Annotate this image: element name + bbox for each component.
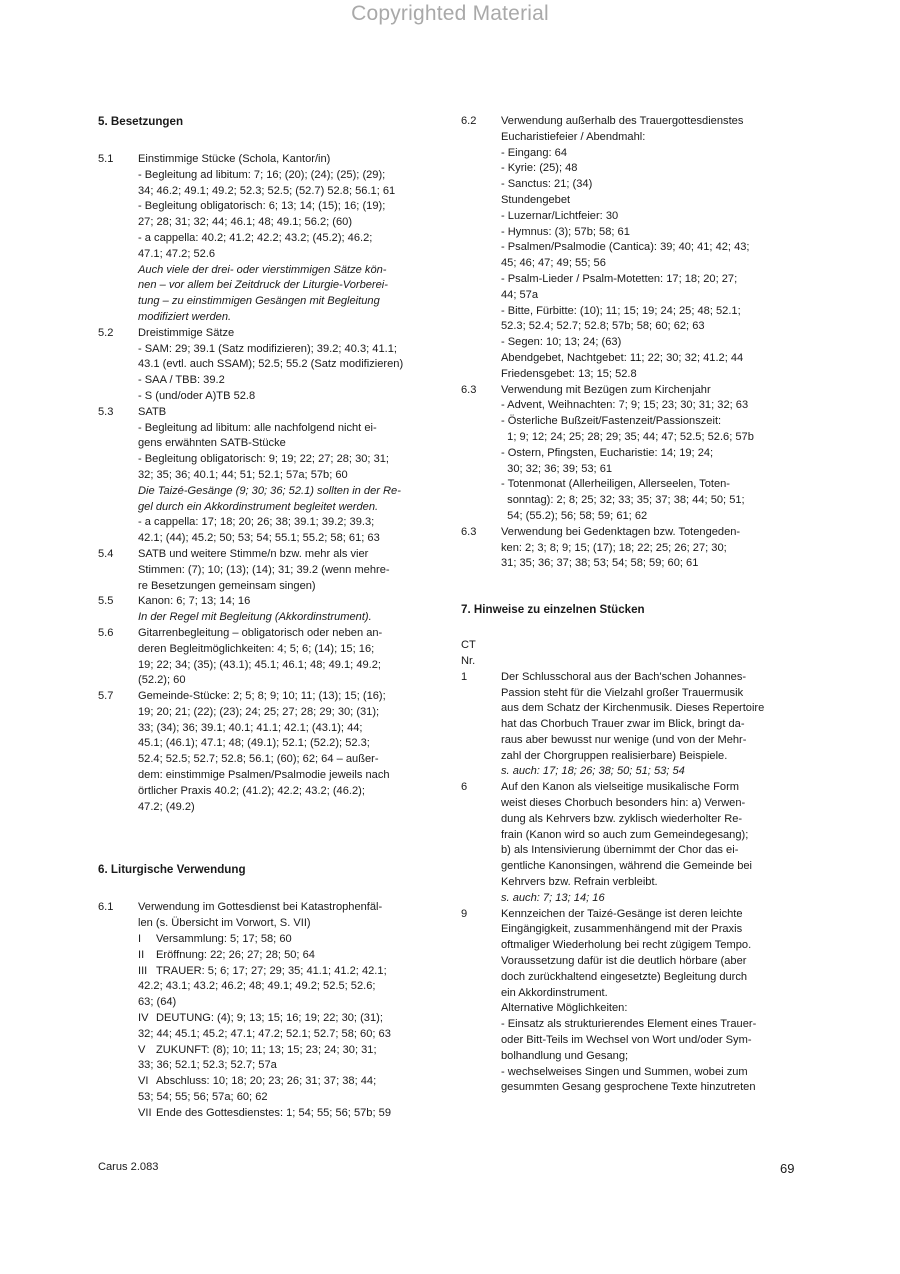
entry-5-3 — [98, 405, 441, 547]
italic-line: modifiziert werden. — [138, 310, 232, 323]
text-line: 63; (64) — [138, 996, 177, 1009]
entry-number: 5.3 — [98, 405, 114, 418]
entry-number: 5.6 — [98, 626, 114, 639]
entry-number: 5.4 — [98, 547, 114, 560]
liturgy-part — [138, 1106, 441, 1122]
text-line: - wechselweises Singen und Summen, wobei zum — [501, 1065, 748, 1078]
text-line: 31; 35; 36; 37; 38; 53; 54; 58; 59; 60; 61 — [501, 557, 699, 570]
text-line: Abschluss: 10; 18; 20; 23; 26; 31; 37; 38; 44; — [156, 1075, 377, 1088]
text-line: dem: einstimmige Psalmen/Psalmodie jeweils nach — [138, 769, 390, 782]
entry-number: 6.3 — [461, 525, 477, 538]
right-column — [461, 114, 802, 1096]
text-line: weist dieses Chorbuch besonders hin: a) Verwen- — [501, 797, 746, 810]
text-line: (52.2); 60 — [138, 674, 186, 687]
text-line: - Begleitung obligatorisch: 9; 19; 22; 27; 28; 30; 31; — [138, 453, 390, 466]
text-line: doch zurückhaltend eingesetzte) Begleitung durch — [501, 970, 748, 983]
text-line: 42.2; 43.1; 43.2; 46.2; 48; 49.1; 49.2; 52.5; 52.6; — [138, 980, 376, 993]
text-line: zahl der Chorgruppen realisierbare) Beispiele. — [501, 749, 728, 762]
text-line: Versammlung: 5; 17; 58; 60 — [156, 933, 292, 946]
text-line: - Bitte, Fürbitte: (10); 11; 15; 19; 24; 25; 48; 52.1; — [501, 304, 741, 317]
text-line: Dreistimmige Sätze — [138, 326, 235, 339]
note-9 — [461, 907, 802, 1097]
text-line: 52.3; 52.4; 52.7; 52.8; 57b; 58; 60; 62; 63 — [501, 320, 705, 333]
text-line: - Segen: 10; 13; 24; (63) — [501, 336, 622, 349]
text-line: - Begleitung ad libitum: alle nachfolgend nicht ei- — [138, 421, 377, 434]
watermark: Copyrighted Material — [351, 2, 549, 25]
italic-line: s. auch: 7; 13; 14; 16 — [501, 891, 605, 904]
section-heading-6: 6. Liturgische Verwendung — [98, 863, 246, 877]
entry-number: 6.1 — [98, 901, 114, 914]
text-line: Passion steht für die Vielzahl großer Trauermusik — [501, 686, 744, 699]
text-line: - Österliche Bußzeit/Fastenzeit/Passionszeit: — [501, 415, 722, 428]
text-line: 19; 22; 34; (35); (43.1); 45.1; 46.1; 48; 49.1; 49.2; — [138, 658, 381, 671]
text-line: - a cappella: 17; 18; 20; 26; 38; 39.1; 39.2; 39.3; — [138, 516, 375, 529]
text-line: - a cappella: 40.2; 41.2; 42.2; 43.2; (45.2); 46.2; — [138, 231, 373, 244]
text-line: Verwendung mit Bezügen zum Kirchenjahr — [501, 383, 711, 396]
text-line: 54; (55.2); 56; 58; 59; 61; 62 — [501, 509, 648, 522]
text-line: hat das Chorbuch Trauer zwar im Blick, bringt da- — [501, 718, 745, 731]
text-line: Abendgebet, Nachtgebet: 11; 22; 30; 32; 41.2; 44 — [501, 351, 744, 364]
entry-5-4 — [98, 547, 441, 594]
entry-number: 5.1 — [98, 153, 114, 165]
text-line: ken: 2; 3; 8; 9; 15; (17); 18; 22; 25; 26; 27; 30; — [501, 541, 727, 554]
liturgy-part — [138, 932, 441, 948]
text-line: Auf den Kanon als vielseitige musikalische Form — [501, 781, 740, 794]
roman-numeral: I — [138, 933, 142, 946]
text-line: SATB und weitere Stimme/n bzw. mehr als vier — [138, 547, 369, 560]
text-line: re Besetzungen gemeinsam singen) — [138, 579, 316, 592]
text-line: DEUTUNG: (4); 9; 13; 15; 16; 19; 22; 30; (31); — [156, 1012, 383, 1025]
text-line: - Advent, Weihnachten: 7; 9; 15; 23; 30; 31; 32; 63 — [501, 399, 749, 412]
text-line: - Kyrie: (25); 48 — [501, 162, 578, 175]
note-number: 9 — [461, 907, 468, 920]
note-number: 6 — [461, 781, 468, 794]
page-number: 69 — [780, 1161, 795, 1176]
text-line: aus dem Schatz der Kirchenmusik. Dieses Repertoire — [501, 702, 765, 715]
text-line: - Einsatz als strukturierendes Element eines Trauer- — [501, 1018, 757, 1031]
italic-line: gel durch ein Akkordinstrument begleitet werden. — [138, 500, 379, 513]
text-line: 33; (34); 36; 39.1; 40.1; 41.1; 42.1; (43.1); 44; — [138, 721, 363, 734]
text-line: - SAM: 29; 39.1 (Satz modifizieren); 39.2; 40.3; 41.1; — [138, 342, 397, 355]
text-line: ZUKUNFT: (8); 10; 11; 13; 15; 23; 24; 30; 31; — [156, 1043, 377, 1056]
text-line: 42.1; (44); 45.2; 50; 53; 54; 55.1; 55.2; 58; 61; 63 — [138, 532, 380, 545]
text-line: Kehrvers bzw. Refrain verbleibt. — [501, 876, 658, 889]
text-line: oder Bitt-Teils im Wechsel von Wort und/oder Sym- — [501, 1034, 752, 1047]
entry-5-2 — [98, 326, 441, 405]
column-label-ct: CT — [461, 639, 476, 652]
italic-line: In der Regel mit Begleitung (Akkordinstrument). — [138, 611, 372, 624]
entry-number: 6.3 — [461, 383, 477, 396]
text-line: - Psalmen/Psalmodie (Cantica): 39; 40; 41; 42; 43; — [501, 241, 750, 254]
text-line: 32; 35; 36; 40.1; 44; 51; 52.1; 57a; 57b; 60 — [138, 468, 348, 481]
entry-5-5 — [98, 594, 441, 626]
text-line: 19; 20; 21; (22); (23); 24; 25; 27; 28; 29; 30; (31); — [138, 705, 380, 718]
text-line: - S (und/oder A)TB 52.8 — [138, 389, 256, 402]
left-column — [98, 114, 441, 1122]
text-line: Eucharistiefeier / Abendmahl: — [501, 130, 646, 143]
text-line: Kanon: 6; 7; 13; 14; 16 — [138, 595, 251, 608]
text-line: 43.1 (evtl. auch SSAM); 52.5; 55.2 (Satz modifizieren) — [138, 358, 404, 371]
text-line: - Begleitung ad libitum: 7; 16; (20); (24); (25); (29); — [138, 168, 386, 181]
text-line: 34; 46.2; 49.1; 49.2; 52.3; 52.5; (52.7) 52.8; 56.1; 61 — [138, 184, 396, 197]
text-line: Gitarrenbegleitung – obligatorisch oder neben an- — [138, 626, 383, 639]
text-line: - Totenmonat (Allerheiligen, Allerseelen, Toten- — [501, 478, 730, 491]
section-heading-7: 7. Hinweise zu einzelnen Stücken — [461, 603, 645, 617]
entry-5-7 — [98, 689, 441, 815]
text-line: - Eingang: 64 — [501, 146, 567, 159]
note-number: 1 — [461, 670, 468, 683]
text-line: Eröffnung: 22; 26; 27; 28; 50; 64 — [156, 948, 315, 961]
text-line: gesummten Gesang gesprochene Texte hinzutreten — [501, 1081, 756, 1094]
entry-5-6 — [98, 626, 441, 689]
italic-line: nen – vor allem bei Zeitdruck der Liturgie-Vorberei- — [138, 279, 388, 292]
text-line: 47.1; 47.2; 52.6 — [138, 247, 216, 260]
roman-numeral: V — [138, 1043, 146, 1056]
text-line: raus aber bewusst nur wenige (und von der Mehr- — [501, 733, 747, 746]
text-line: - Ostern, Pfingsten, Eucharistie: 14; 19; 24; — [501, 446, 714, 459]
text-line: örtlicher Praxis 40.2; (41.2); 42.2; 43.2; (46.2); — [138, 784, 365, 797]
entry-number: 5.2 — [98, 326, 114, 339]
liturgy-part — [138, 1074, 441, 1090]
text-line: 33; 36; 52.1; 52.3; 52.7; 57a — [138, 1059, 277, 1072]
text-line: 52.4; 52.5; 52.7; 52.8; 56.1; (60); 62; 64 – außer- — [138, 753, 379, 766]
text-line: Eingängigkeit, zusammenhängend mit der Praxis — [501, 923, 743, 936]
text-line: Alternative Möglichkeiten: — [501, 1002, 628, 1015]
entry-6-1 — [98, 900, 441, 1121]
italic-line: s. auch: 17; 18; 26; 38; 50; 51; 53; 54 — [501, 765, 685, 778]
entry-6-2 — [461, 114, 802, 383]
entry-number: 6.2 — [461, 115, 477, 127]
text-line: - Luzernar/Lichtfeier: 30 — [501, 209, 619, 222]
text-line: 45.1; (46.1); 47.1; 48; (49.1); 52.1; (52.2); 52.3; — [138, 737, 370, 750]
text-line: Verwendung außerhalb des Trauergottesdienstes — [501, 115, 744, 127]
text-line: Stundengebet — [501, 193, 571, 206]
italic-line: Auch viele der drei- oder vierstimmigen Sätze kön- — [138, 263, 387, 276]
roman-numeral: III — [138, 964, 148, 977]
text-line: - Psalm-Lieder / Psalm-Motetten: 17; 18; 20; 27; — [501, 272, 738, 285]
liturgy-part — [138, 1043, 441, 1059]
italic-line: tung – zu einstimmigen Gesängen mit Begleitung — [138, 295, 380, 308]
entry-number: 5.5 — [98, 595, 114, 608]
roman-numeral: VI — [138, 1075, 149, 1088]
text-line: 44; 57a — [501, 288, 539, 301]
entry-5-1 — [98, 152, 441, 326]
liturgy-part — [138, 964, 441, 980]
text-line: Verwendung im Gottesdienst bei Katastrophenfäl- — [138, 901, 383, 914]
text-line: b) als Intensivierung übernimmt der Chor das ei- — [501, 844, 739, 857]
text-line: Verwendung bei Gedenktagen bzw. Totengeden- — [501, 525, 741, 538]
text-line: Voraussetzung dafür ist die deutlich hörbare (aber — [501, 955, 747, 968]
text-line: TRAUER: 5; 6; 17; 27; 29; 35; 41.1; 41.2; 42.1; — [156, 964, 387, 977]
text-line: dung als Kehrvers bzw. zyklisch wiederholter Re- — [501, 812, 743, 825]
roman-numeral: IV — [138, 1012, 149, 1025]
text-line: Stimmen: (7); 10; (13); (14); 31; 39.2 (wenn mehre- — [138, 563, 390, 576]
text-line: len (s. Übersicht im Vorwort, S. VII) — [138, 917, 311, 930]
text-line: Kennzeichen der Taizé-Gesänge ist deren leichte — [501, 907, 743, 920]
text-line: Einstimmige Stücke (Schola, Kantor/in) — [138, 153, 331, 165]
entry-6-3-gedenktage — [461, 525, 802, 572]
text-line: 27; 28; 31; 32; 44; 46.1; 48; 49.1; 56.2; (60) — [138, 216, 353, 229]
note-1 — [461, 670, 802, 781]
text-line: gens erwähnten SATB-Stücke — [138, 437, 286, 450]
text-line: - SAA / TBB: 39.2 — [138, 374, 225, 387]
text-line: 1; 9; 12; 24; 25; 28; 29; 35; 44; 47; 52.5; 52.6; 57b — [501, 430, 754, 443]
text-line: SATB — [138, 405, 167, 418]
roman-numeral: VII — [138, 1106, 152, 1119]
publisher-code: Carus 2.083 — [98, 1161, 159, 1173]
section-heading-5: 5. Besetzungen — [98, 115, 184, 128]
text-line: 32; 44; 45.1; 45.2; 47.1; 47.2; 52.1; 52.7; 58; 60; 63 — [138, 1027, 391, 1040]
text-line: frain (Kanon wird so auch zum Gemeindegesang); — [501, 828, 749, 841]
text-line: sonntag): 2; 8; 25; 32; 33; 35; 37; 38; 44; 50; 51; — [501, 494, 745, 507]
column-label-nr: Nr. — [461, 654, 476, 667]
roman-numeral: II — [138, 948, 145, 961]
text-line: bolhandlung und Gesang; — [501, 1049, 629, 1062]
text-line: oftmaliger Wiederholung bei recht zügigem Tempo. — [501, 939, 752, 952]
text-line: 53; 54; 55; 56; 57a; 60; 62 — [138, 1091, 268, 1104]
text-line: 47.2; (49.2) — [138, 800, 195, 813]
text-line: deren Begleitmöglichkeiten: 4; 5; 6; (14); 15; 16; — [138, 642, 375, 655]
text-line: ein Akkordinstrument. — [501, 986, 608, 999]
text-line: - Hymnus: (3); 57b; 58; 61 — [501, 225, 630, 238]
text-line: - Sanctus: 21; (34) — [501, 178, 593, 191]
note-6 — [461, 780, 802, 906]
entry-number: 5.7 — [98, 690, 114, 703]
text-line: Ende des Gottesdienstes: 1; 54; 55; 56; 57b; 59 — [156, 1106, 391, 1119]
liturgy-part — [138, 948, 441, 964]
italic-line: Die Taizé-Gesänge (9; 30; 36; 52.1) sollten in der Re- — [138, 484, 401, 497]
entry-6-3-kirchenjahr — [461, 383, 802, 525]
text-line: 30; 32; 36; 39; 53; 61 — [501, 462, 613, 475]
text-line: 45; 46; 47; 49; 55; 56 — [501, 257, 606, 270]
text-line: Friedensgebet: 13; 15; 52.8 — [501, 367, 637, 380]
text-line: Gemeinde-Stücke: 2; 5; 8; 9; 10; 11; (13); 15; (16); — [138, 690, 386, 703]
text-line: Der Schlusschoral aus der Bach'schen Johannes- — [501, 670, 747, 683]
liturgy-part — [138, 1011, 441, 1027]
text-line: - Begleitung obligatorisch: 6; 13; 14; (15); 16; (19); — [138, 200, 386, 213]
text-line: gentliche Kanonsingen, während die Gemeinde bei — [501, 860, 753, 873]
